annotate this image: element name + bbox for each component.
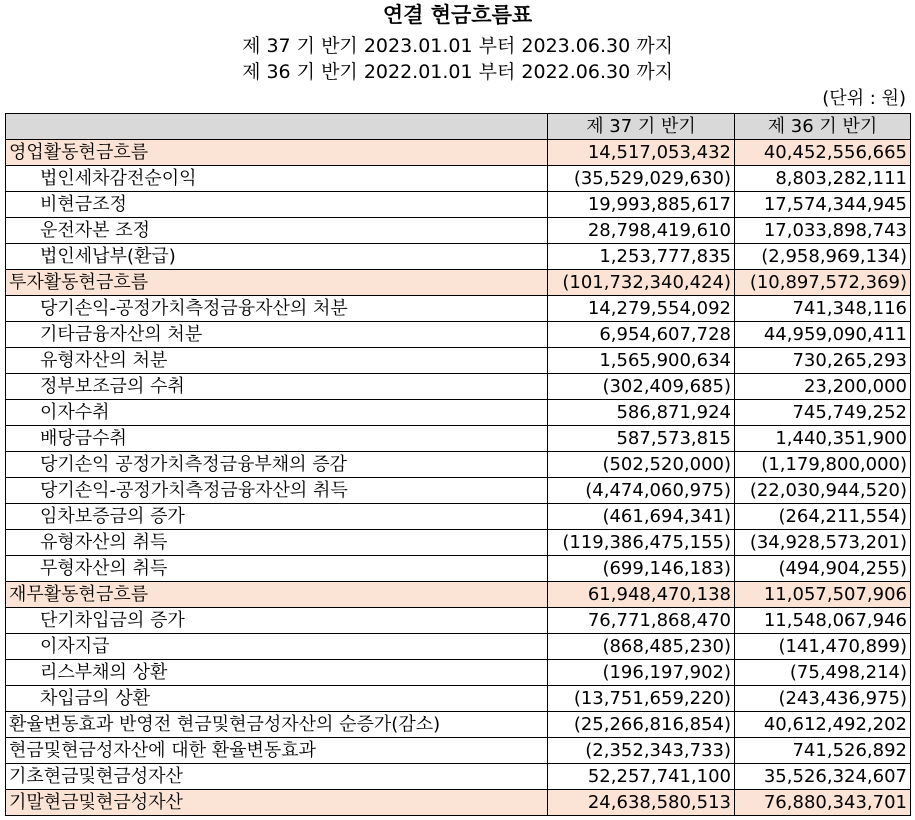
value-current-period: (868,485,230) <box>548 634 735 660</box>
row-label: 당기손익-공정가치측정금융자산의 취득 <box>6 478 548 504</box>
value-prior-period: (264,211,554) <box>735 504 911 530</box>
table-row <box>6 426 911 452</box>
table-row <box>6 478 911 504</box>
value-current-period: 52,257,741,100 <box>548 764 735 790</box>
value-current-period: (196,197,902) <box>548 660 735 686</box>
value-prior-period: 745,749,252 <box>735 400 911 426</box>
value-prior-period: 44,959,090,411 <box>735 322 911 348</box>
value-prior-period: 1,440,351,900 <box>735 426 911 452</box>
cash-flow-table <box>5 113 911 816</box>
table-row <box>6 504 911 530</box>
value-current-period: (699,146,183) <box>548 556 735 582</box>
section-row <box>6 582 911 608</box>
value-prior-period: (10,897,572,369) <box>735 270 911 296</box>
row-label: 영업활동현금흐름 <box>6 140 548 166</box>
row-label: 당기손익 공정가치측정금융부채의 증감 <box>6 452 548 478</box>
row-label: 투자활동현금흐름 <box>6 270 548 296</box>
table-row <box>6 218 911 244</box>
table-row <box>6 244 911 270</box>
header-prior-period: 제 36 기 반기 <box>735 114 911 140</box>
value-current-period: 61,948,470,138 <box>548 582 735 608</box>
value-current-period: (119,386,475,155) <box>548 530 735 556</box>
header-current-period: 제 37 기 반기 <box>548 114 735 140</box>
row-label: 법인세납부(환급) <box>6 244 548 270</box>
table-row <box>6 166 911 192</box>
value-current-period: (35,529,029,630) <box>548 166 735 192</box>
value-current-period: (25,266,816,854) <box>548 712 735 738</box>
value-current-period: 19,993,885,617 <box>548 192 735 218</box>
section-row <box>6 140 911 166</box>
row-label: 임차보증금의 증가 <box>6 504 548 530</box>
row-label: 리스부채의 상환 <box>6 660 548 686</box>
row-label: 단기차입금의 증가 <box>6 608 548 634</box>
table-row <box>6 322 911 348</box>
value-current-period: 14,279,554,092 <box>548 296 735 322</box>
value-prior-period: (1,179,800,000) <box>735 452 911 478</box>
value-prior-period: 35,526,324,607 <box>735 764 911 790</box>
table-row <box>6 634 911 660</box>
value-prior-period: 8,803,282,111 <box>735 166 911 192</box>
value-prior-period: 17,033,898,743 <box>735 218 911 244</box>
row-label: 기초현금및현금성자산 <box>6 764 548 790</box>
value-prior-period: 23,200,000 <box>735 374 911 400</box>
value-current-period: 6,954,607,728 <box>548 322 735 348</box>
total-row <box>6 790 911 816</box>
value-prior-period: 741,348,116 <box>735 296 911 322</box>
value-current-period: 14,517,053,432 <box>548 140 735 166</box>
value-prior-period: (2,958,969,134) <box>735 244 911 270</box>
value-current-period: 587,573,815 <box>548 426 735 452</box>
row-label: 환율변동효과 반영전 현금및현금성자산의 순증가(감소) <box>6 712 548 738</box>
value-prior-period: (141,470,899) <box>735 634 911 660</box>
row-label: 유형자산의 처분 <box>6 348 548 374</box>
value-prior-period: (243,436,975) <box>735 686 911 712</box>
value-prior-period: 741,526,892 <box>735 738 911 764</box>
value-current-period: (101,732,340,424) <box>548 270 735 296</box>
value-current-period: 586,871,924 <box>548 400 735 426</box>
value-current-period: (2,352,343,733) <box>548 738 735 764</box>
table-row <box>6 608 911 634</box>
row-label: 현금및현금성자산에 대한 환율변동효과 <box>6 738 548 764</box>
value-current-period: 24,638,580,513 <box>548 790 735 816</box>
row-label: 운전자본 조정 <box>6 218 548 244</box>
row-label: 재무활동현금흐름 <box>6 582 548 608</box>
row-label: 이자지급 <box>6 634 548 660</box>
table-row <box>6 764 911 790</box>
table-row <box>6 400 911 426</box>
value-prior-period: (34,928,573,201) <box>735 530 911 556</box>
row-label: 배당금수취 <box>6 426 548 452</box>
value-prior-period: 40,452,556,665 <box>735 140 911 166</box>
value-prior-period: 17,574,344,945 <box>735 192 911 218</box>
value-current-period: (302,409,685) <box>548 374 735 400</box>
value-current-period: (502,520,000) <box>548 452 735 478</box>
value-current-period: 1,253,777,835 <box>548 244 735 270</box>
value-prior-period: (75,498,214) <box>735 660 911 686</box>
row-label: 당기손익-공정가치측정금융자산의 처분 <box>6 296 548 322</box>
value-prior-period: (494,904,255) <box>735 556 911 582</box>
table-row <box>6 296 911 322</box>
table-row <box>6 660 911 686</box>
row-label: 무형자산의 취득 <box>6 556 548 582</box>
value-current-period: 1,565,900,634 <box>548 348 735 374</box>
period-prior: 제 36 기 반기 2022.01.01 부터 2022.06.30 까지 <box>242 61 673 83</box>
table-row <box>6 686 911 712</box>
table-row <box>6 556 911 582</box>
row-label: 기말현금및현금성자산 <box>6 790 548 816</box>
value-current-period: (4,474,060,975) <box>548 478 735 504</box>
value-current-period: (461,694,341) <box>548 504 735 530</box>
row-label: 차입금의 상환 <box>6 686 548 712</box>
header-blank <box>6 114 548 140</box>
value-prior-period: 11,548,067,946 <box>735 608 911 634</box>
row-label: 유형자산의 취득 <box>6 530 548 556</box>
row-label: 기타금융자산의 처분 <box>6 322 548 348</box>
value-current-period: 76,771,868,470 <box>548 608 735 634</box>
table-row <box>6 738 911 764</box>
table-row <box>6 192 911 218</box>
value-prior-period: 730,265,293 <box>735 348 911 374</box>
row-label: 이자수취 <box>6 400 548 426</box>
row-label: 법인세차감전순이익 <box>6 166 548 192</box>
table-row <box>6 530 911 556</box>
section-row <box>6 270 911 296</box>
statement-title: 연결 현금흐름표 <box>382 3 533 27</box>
period-current: 제 37 기 반기 2023.01.01 부터 2023.06.30 까지 <box>242 35 673 57</box>
table-body <box>6 140 911 816</box>
value-prior-period: (22,030,944,520) <box>735 478 911 504</box>
row-label: 정부보조금의 수취 <box>6 374 548 400</box>
table-header-row <box>6 114 911 140</box>
value-current-period: 28,798,419,610 <box>548 218 735 244</box>
table-row <box>6 712 911 738</box>
table-row <box>6 374 911 400</box>
value-prior-period: 76,880,343,701 <box>735 790 911 816</box>
value-prior-period: 11,057,507,906 <box>735 582 911 608</box>
value-prior-period: 40,612,492,202 <box>735 712 911 738</box>
unit-label: (단위 : 원) <box>822 88 906 109</box>
row-label: 비현금조정 <box>6 192 548 218</box>
value-current-period: (13,751,659,220) <box>548 686 735 712</box>
table-row <box>6 348 911 374</box>
table-row <box>6 452 911 478</box>
